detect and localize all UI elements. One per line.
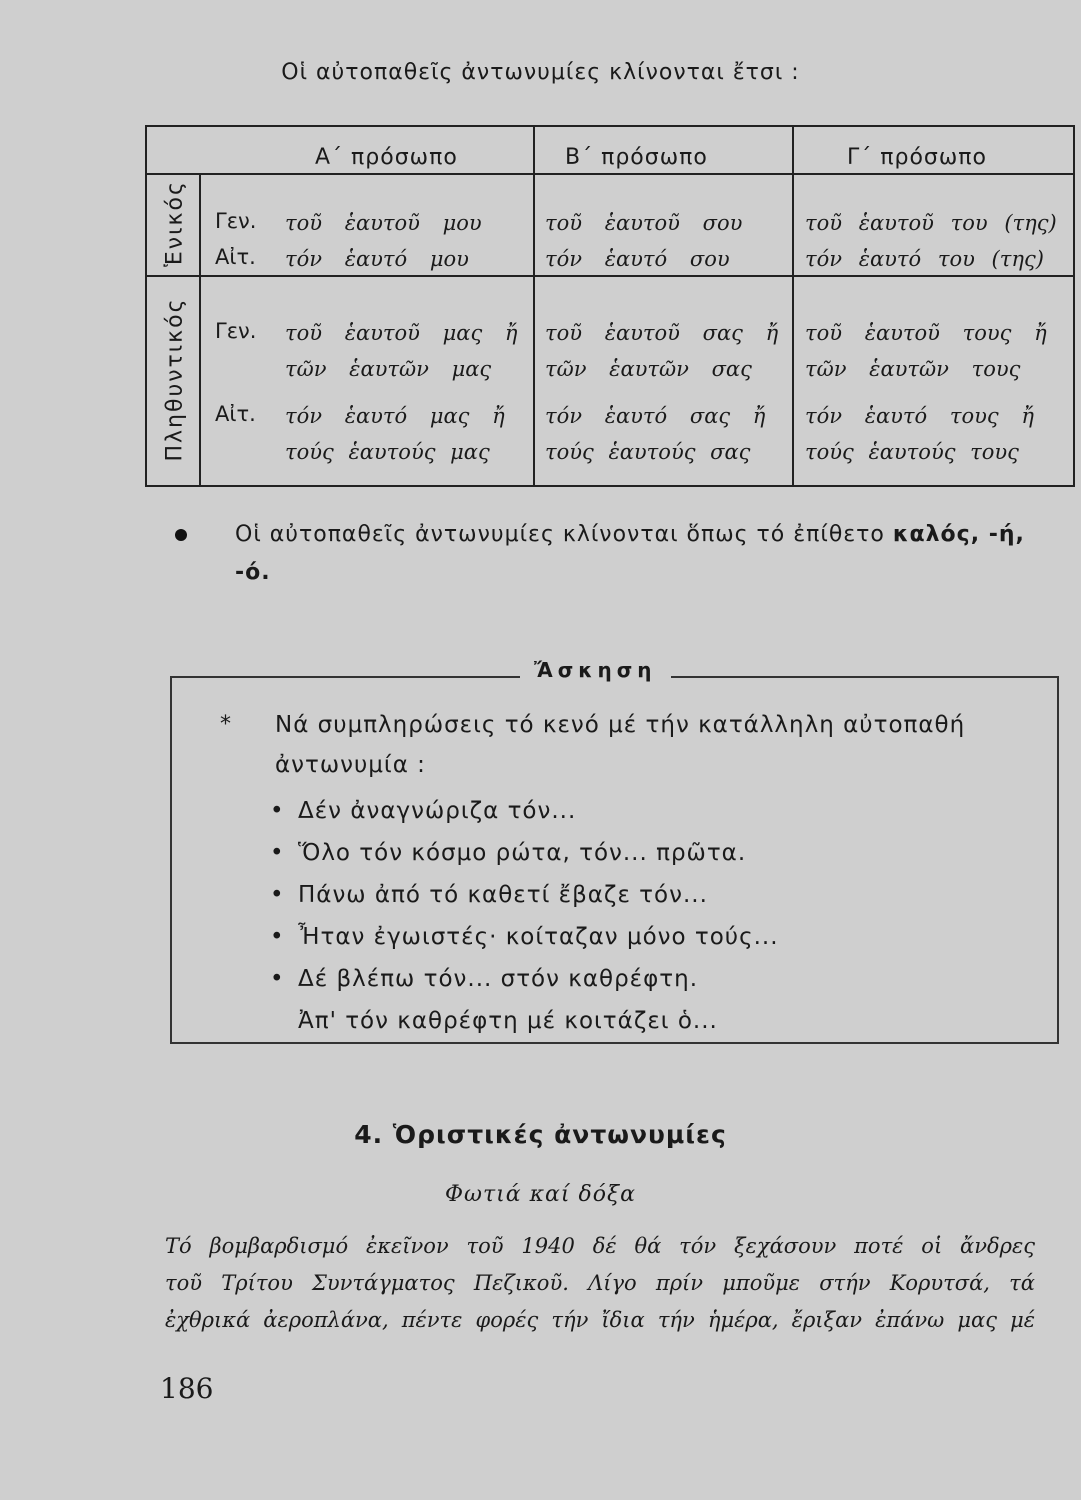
list-item bbox=[270, 790, 779, 832]
exercise-items bbox=[270, 790, 779, 1042]
item-text: Δέν ἀναγνώριζα τόν... bbox=[298, 798, 577, 824]
bullet-icon bbox=[175, 529, 187, 541]
intro-sentence: Οἱ αὐτοπαθεῖς ἀντωνυμίες κλίνονται ἔτσι : bbox=[281, 60, 800, 85]
case-genitive-singular: Γεν. bbox=[215, 209, 257, 233]
star-icon: * bbox=[220, 712, 231, 737]
reading-paragraph bbox=[165, 1228, 1035, 1339]
exercise-title: Ἄσκηση bbox=[520, 654, 671, 686]
cell-pl-acc-2a: τόν ἑαυτό σας ἤ bbox=[545, 404, 766, 428]
bullet-icon: • bbox=[270, 840, 285, 866]
side-label-divider bbox=[199, 173, 201, 485]
cell-pl-gen-2a: τοῦ ἑαυτοῦ σας ἤ bbox=[545, 321, 779, 345]
cell-pl-acc-3b: τούς ἑαυτούς τους bbox=[805, 440, 1019, 464]
note-bold: καλός, -ή, -ό. bbox=[235, 522, 1025, 585]
header-divider bbox=[147, 173, 1073, 175]
cell-pl-acc-3a: τόν ἑαυτό τους ἤ bbox=[805, 404, 1034, 428]
bullet-icon: • bbox=[270, 798, 285, 824]
cell-pl-gen-1b: τῶν ἑαυτῶν μας bbox=[285, 357, 492, 381]
header-second-person: Β΄ πρόσωπο bbox=[565, 145, 708, 170]
number-divider bbox=[147, 275, 1073, 277]
cell-sg-acc-3: τόν ἑαυτό του (της) bbox=[805, 247, 1044, 271]
reading-title: Φωτιά καί δόξα bbox=[445, 1182, 636, 1207]
declension-note bbox=[175, 516, 1055, 592]
cell-pl-gen-3a: τοῦ ἑαυτοῦ τους ἤ bbox=[805, 321, 1047, 345]
page-number: 186 bbox=[160, 1372, 214, 1405]
cell-sg-gen-3: τοῦ ἑαυτοῦ του (της) bbox=[805, 211, 1057, 235]
cell-pl-gen-2b: τῶν ἑαυτῶν σας bbox=[545, 357, 752, 381]
item-text: Ὅλο τόν κόσμο ρώτα, τόν... πρῶτα. bbox=[298, 840, 747, 866]
item-text: Δέ βλέπω τόν... στόν καθρέφτη. bbox=[298, 966, 699, 992]
list-item bbox=[270, 916, 779, 958]
paragraph-line: Τό βομβαρδισμό ἐκεῖνον τοῦ 1940 δέ θά τόν ξεχάσουν ποτέ οἱ ἄνδρες bbox=[165, 1234, 1035, 1258]
case-accusative-singular: Αἰτ. bbox=[215, 245, 256, 269]
plural-label: Πληθυντικός bbox=[162, 297, 188, 462]
list-item bbox=[270, 832, 779, 874]
item-text: Ἀπ' τόν καθρέφτη μέ κοιτάζει ὁ... bbox=[298, 1008, 718, 1034]
cell-pl-acc-2b: τούς ἑαυτούς σας bbox=[545, 440, 751, 464]
item-text: Πάνω ἀπό τό καθετί ἔβαζε τόν... bbox=[298, 882, 708, 908]
list-item bbox=[270, 874, 779, 916]
bullet-icon: • bbox=[270, 924, 285, 950]
header-first-person: Α΄ πρόσωπο bbox=[315, 145, 458, 170]
case-accusative-plural: Αἰτ. bbox=[215, 402, 256, 426]
list-item bbox=[270, 1000, 779, 1042]
column-divider-1 bbox=[533, 127, 535, 485]
cell-pl-gen-1a: τοῦ ἑαυτοῦ μας ἤ bbox=[285, 321, 518, 345]
note-text: Οἱ αὐτοπαθεῖς ἀντωνυμίες κλίνονται ὅπως τό ἐπίθετο bbox=[235, 522, 893, 547]
exercise-instruction: Νά συμπληρώσεις τό κενό μέ τήν κατάλληλη αὐτοπαθή ἀντωνυμία : bbox=[275, 712, 966, 778]
cell-sg-acc-1: τόν ἑαυτό μου bbox=[285, 247, 469, 271]
item-text: Ἦταν ἐγωιστές· κοίταζαν μόνο τούς... bbox=[298, 924, 779, 950]
cell-sg-gen-1: τοῦ ἑαυτοῦ μου bbox=[285, 211, 482, 235]
cell-pl-acc-1a: τόν ἑαυτό μας ἤ bbox=[285, 404, 505, 428]
paragraph-line: ἐχθρικά ἀεροπλάνα, πέντε φορές τήν ἴδια τήν ἡμέρα, ἔριξαν ἐπάνω μας μέ bbox=[165, 1308, 1035, 1332]
cell-sg-acc-2: τόν ἑαυτό σου bbox=[545, 247, 730, 271]
bullet-icon: • bbox=[270, 882, 285, 908]
header-third-person: Γ΄ πρόσωπο bbox=[847, 145, 987, 170]
bullet-icon: • bbox=[270, 966, 285, 992]
case-genitive-plural: Γεν. bbox=[215, 319, 257, 343]
list-item bbox=[270, 958, 779, 1000]
column-divider-2 bbox=[792, 127, 794, 485]
declension-table bbox=[145, 125, 1075, 487]
cell-pl-gen-3b: τῶν ἑαυτῶν τους bbox=[805, 357, 1021, 381]
cell-pl-acc-1b: τούς ἑαυτούς μας bbox=[285, 440, 490, 464]
section-title: 4. Ὁριστικές ἀντωνυμίες bbox=[354, 1120, 727, 1149]
cell-sg-gen-2: τοῦ ἑαυτοῦ σου bbox=[545, 211, 743, 235]
paragraph-line: τοῦ Τρίτου Συντάγματος Πεζικοῦ. Λίγο πρίν μποῦμε στήν Κορυτσά, τά bbox=[165, 1271, 1035, 1295]
singular-label: Ἑνικός bbox=[162, 180, 188, 267]
